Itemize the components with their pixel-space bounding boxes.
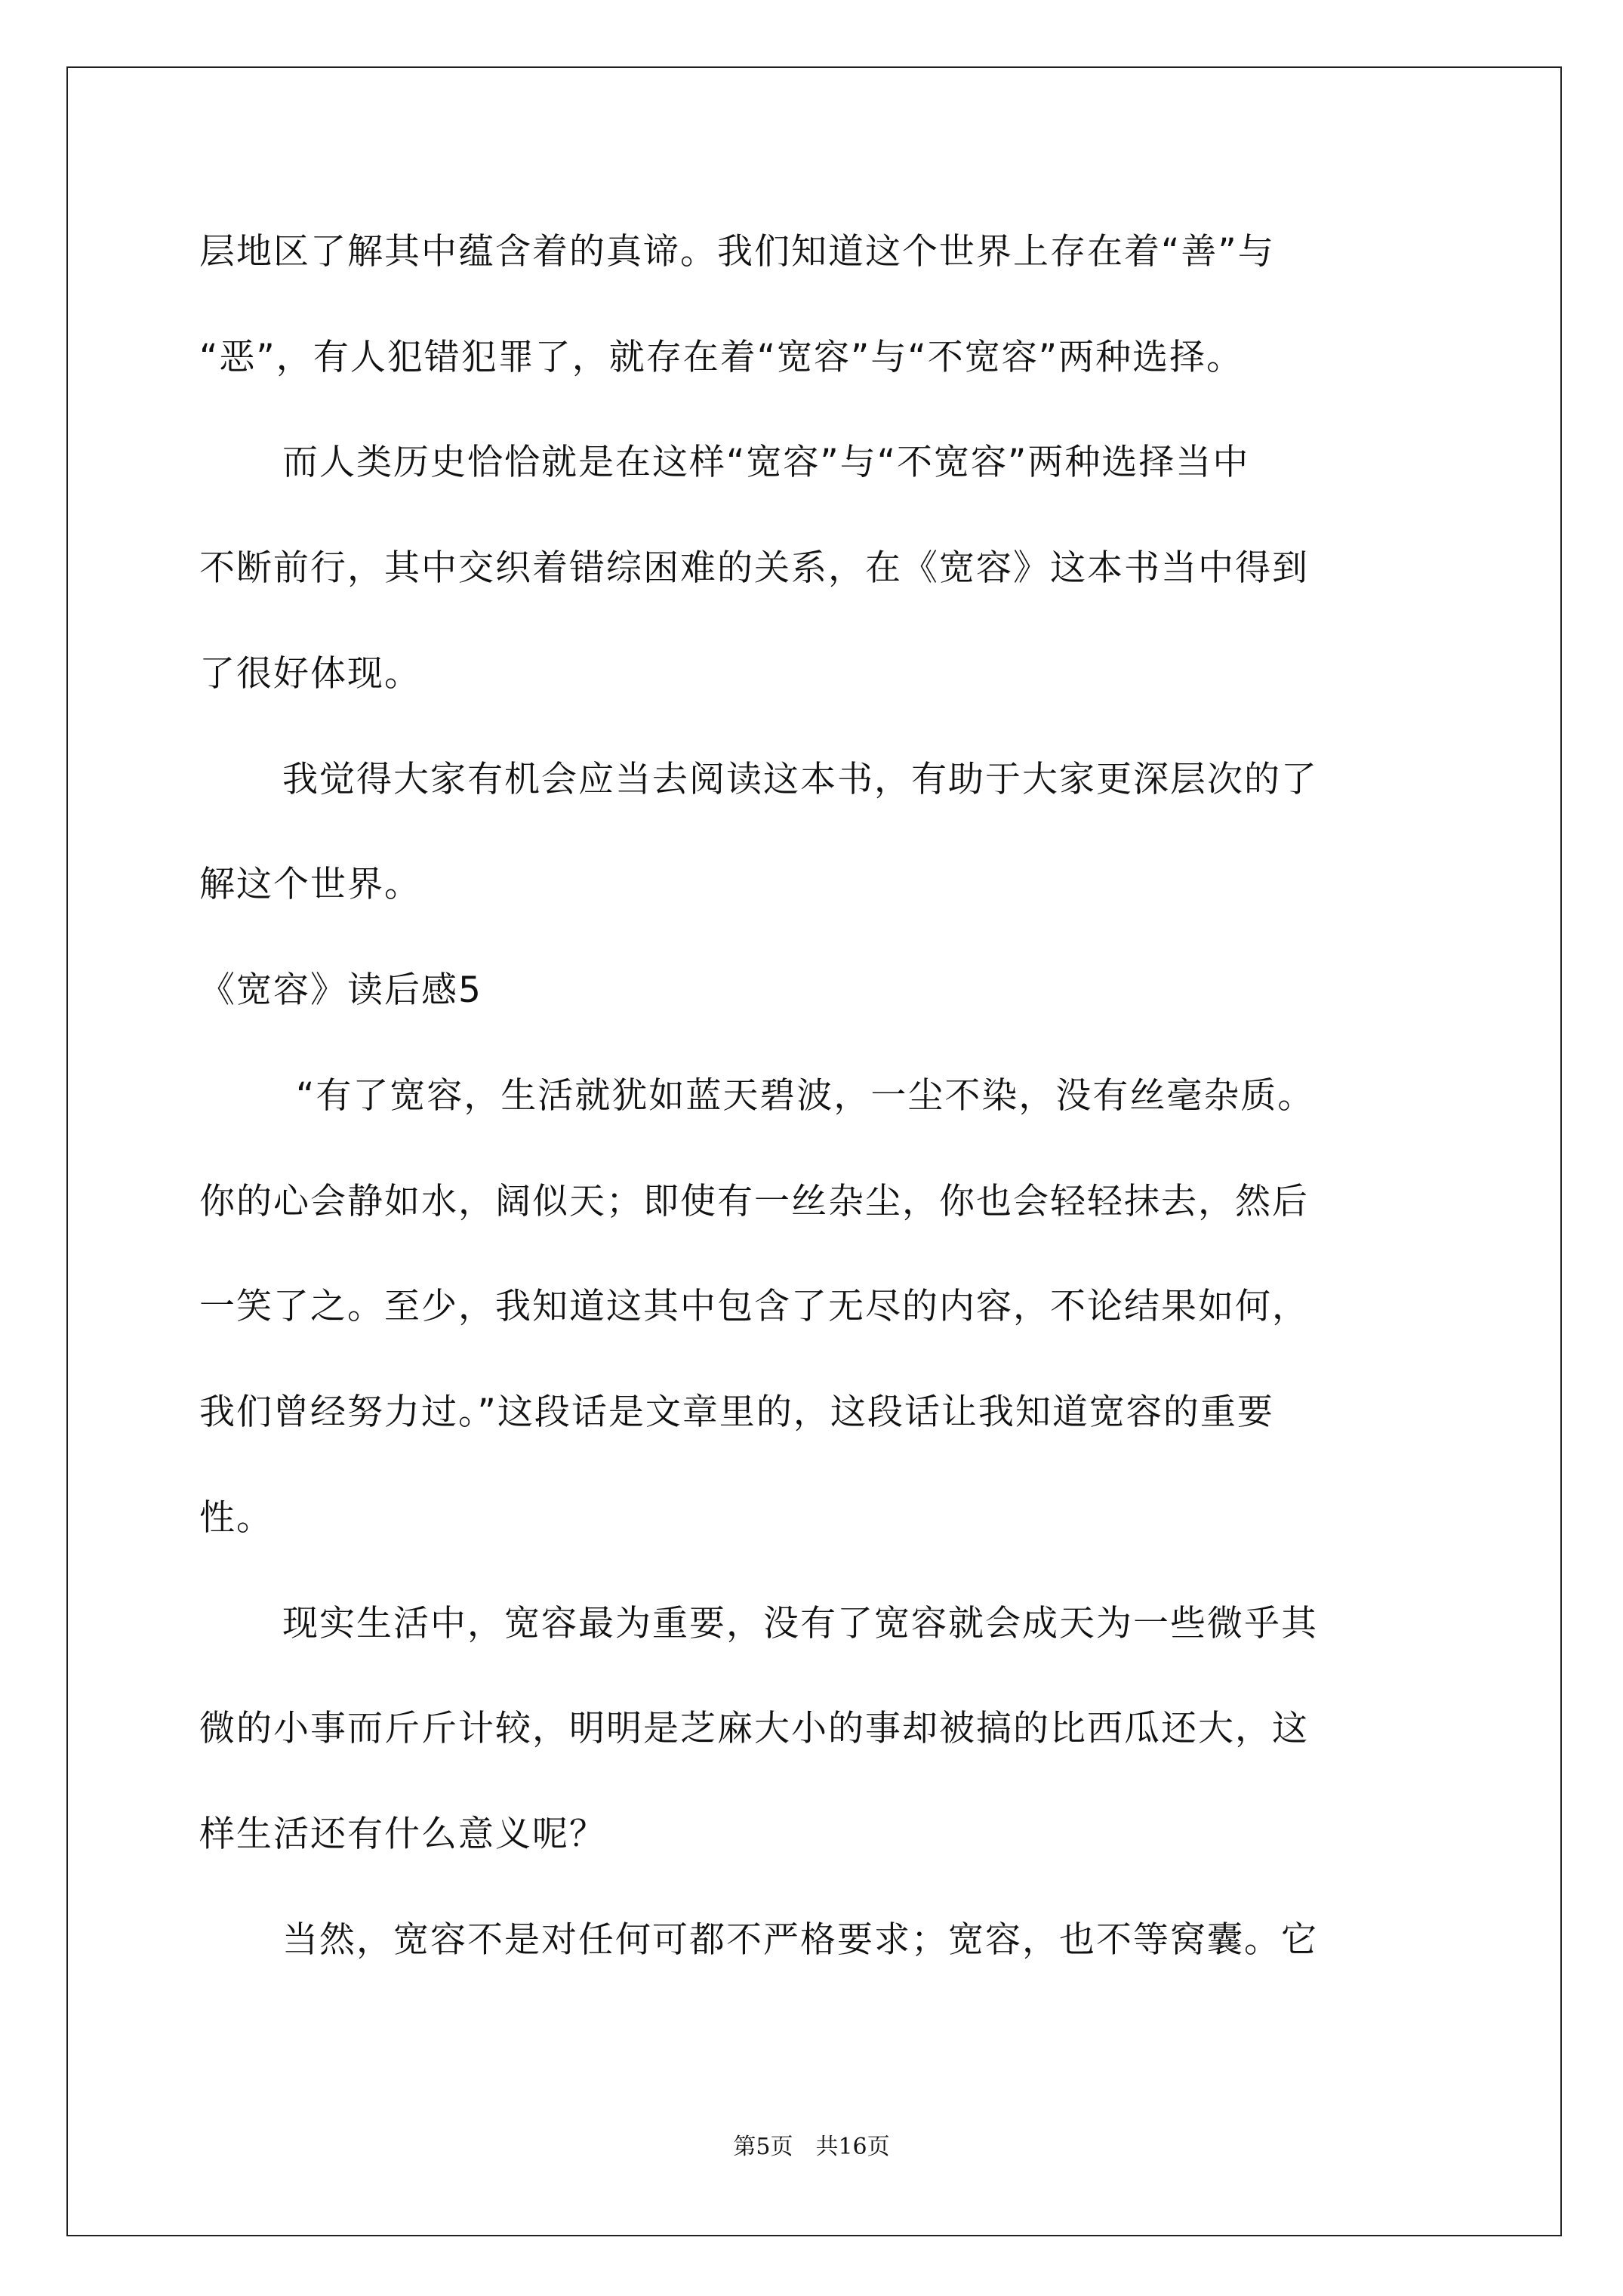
text-line: 解这个世界。 (199, 864, 421, 905)
text-line: 你的心会静如水，阔似天；即使有一丝杂尘，你也会轻轻抹去，然后 (199, 1181, 1309, 1222)
text-line: “恶”，有人犯错犯罪了，就存在着“宽容”与“不宽容”两种选择。 (199, 337, 1244, 378)
paragraph-start-line: 而人类历史恰恰就是在这样“宽容”与“不宽容”两种选择当中 (282, 442, 1250, 483)
text-line: 层地区了解其中蕴含着的真谛。我们知道这个世界上存在着“善”与 (199, 231, 1275, 273)
text-line: 我们曾经努力过。”这段话是文章里的，这段话让我知道宽容的重要 (199, 1391, 1274, 1433)
paragraph-start-line: “有了宽容，生活就犹如蓝天碧波，一尘不染，没有丝毫杂质。 (296, 1075, 1315, 1117)
paragraph-start-line: 现实生活中，宽容最为重要，没有了宽容就会成天为一些微乎其 (282, 1603, 1318, 1644)
page-border (66, 66, 1562, 2236)
text-line: 性。 (199, 1497, 273, 1539)
text-line: 一笑了之。至少，我知道这其中包含了无尽的内容，不论结果如何， (199, 1286, 1309, 1327)
paragraph-start-line: 我觉得大家有机会应当去阅读这本书，有助于大家更深层次的了 (282, 759, 1318, 800)
text-line: 不断前行，其中交织着错综困难的关系，在《宽容》这本书当中得到 (199, 547, 1309, 589)
section-heading: 《宽容》读后感5 (199, 969, 482, 1011)
page-footer: 第5页 共16页 (733, 2134, 890, 2160)
text-line: 样生活还有什么意义呢？ (199, 1814, 606, 1855)
text-line: 微的小事而斤斤计较，明明是芝麻大小的事却被搞的比西瓜还大，这 (199, 1708, 1309, 1749)
paragraph-start-line: 当然，宽容不是对任何可都不严格要求；宽容，也不等窝囊。它 (282, 1919, 1318, 1961)
text-line: 了很好体现。 (199, 653, 421, 695)
